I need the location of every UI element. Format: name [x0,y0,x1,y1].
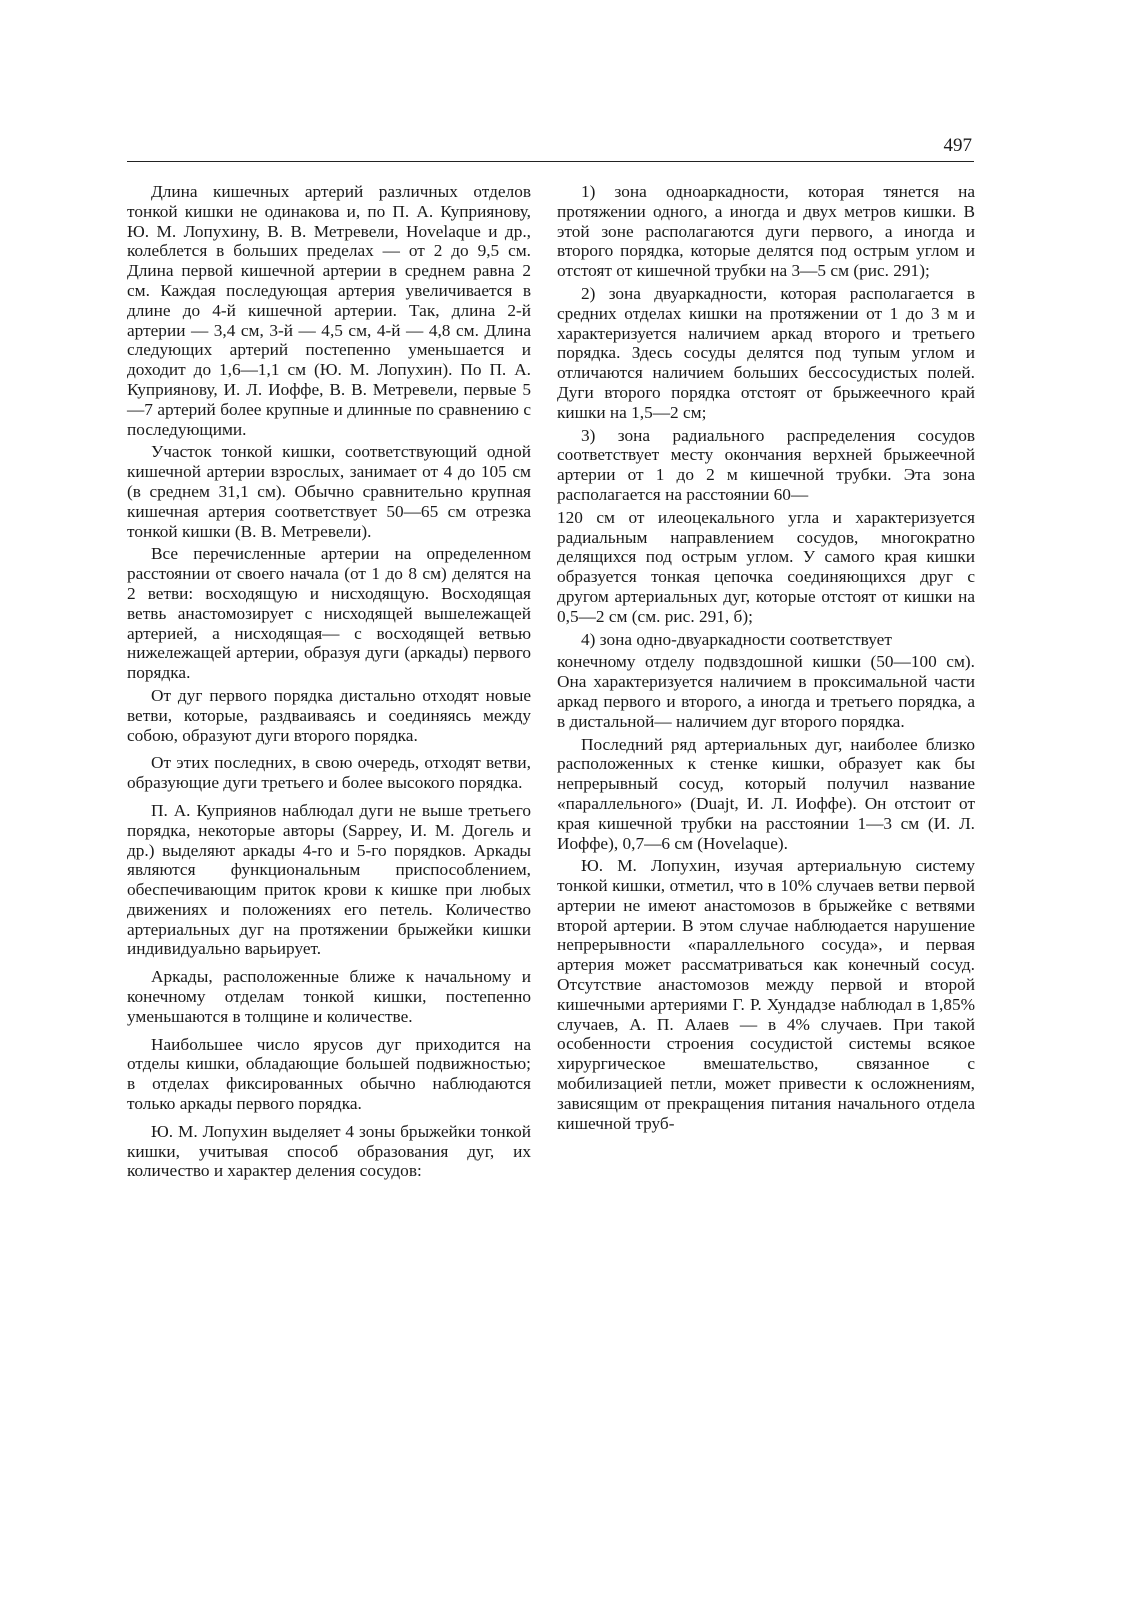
paragraph: Длина кишечных артерий различных отделов тонкой кишки не одинакова и, по П. А. Куприянову, Ю. М. Лопухину, В. В. Метревели, Hovelaque и др., колеблется в больших пределах — от 2 до 9,5 см. Длина первой кишечной артерии в среднем равна 2 см. Каждая последующая артерия увеличивается в длине до 4-й кишечной артерии. Так, длина 2-й артерии — 3,4 см, 3-й — 4,5 см, 4-й — 4,8 см. Длина следующих артерий постепенно уменьшается и доходит до 1,6—1,1 см (Ю. М. Лопухин). По П. А. Куприянову, И. Л. Иоффе, В. В. Метревели, первые 5—7 артерий более крупные и длинные по сравнению с последующими. [127,182,531,439]
paragraph: Все перечисленные артерии на определенном расстоянии от своего начала (от 1 до 8 см) делятся на 2 ветви: восходящую и нисходящую. Восходящая ветвь анастомозирует с нисходящей вышележащей артерией, а нисходящая— с восходящей ветвью нижележащей артерии, образуя дуги (аркады) первого порядка. [127,544,531,683]
header-rule [127,161,974,162]
paragraph: 3) зона радиального распределения сосудов соответствует месту окончания верхней брыжеечной артерии от 1 до 2 м кишечной трубки. Эта зона располагается на расстоянии 60— [557,425,975,504]
paragraph: 120 см от илеоцекального угла и характеризуется радиальным направлением сосудов, многократно делящихся под острым углом. У самого края кишки образуется тонкая цепочка соединяющихся друг с другом артериальных дуг, которые отстоят от кишки на 0,5—2 см (см. рис. 291, б); [557,507,975,626]
paragraph: От этих последних, в свою очередь, отходят ветви, образующие дуги третьего и более высокого порядка. [127,753,531,793]
right-column [557,182,975,1136]
paragraph: 1) зона одноаркадности, которая тянется на протяжении одного, а иногда и двух метров кишки. В этой зоне располагаются дуги первого, а иногда и второго порядка, которые делятся под острым углом и отстоят от кишечной трубки на 3—5 см (рис. 291); [557,182,975,281]
paragraph: Ю. М. Лопухин, изучая артериальную систему тонкой кишки, отметил, что в 10% случаев ветви первой артерии не имеют анастомозов в брыжейке с ветвями второй артерии. В этом случае наблюдается нарушение непрерывности «параллельного сосуда», и первая артерия может рассматриваться как конечный сосуд. Отсутствие анастомозов между первой и второй кишечными артериями Г. Р. Хундадзе наблюдал в 1,85% случаев, А. П. Алаев — в 4% случаев. При такой особенности строения сосудистой системы всякое хирургическое вмешательство, связанное с мобилизацией петли, может привести к осложнениям, зависящим от прекращения питания начального отдела кишечной труб- [557,856,975,1133]
paragraph: Аркады, расположенные ближе к начальному и конечному отделам тонкой кишки, постепенно уменьшаются в толщине и количестве. [127,967,531,1026]
left-column [127,182,531,1184]
page-number: 497 [943,135,972,156]
paragraph: От дуг первого порядка дистально отходят новые ветви, которые, раздваиваясь и соединяясь между собою, образуют дуги второго порядка. [127,685,531,745]
paragraph: Ю. М. Лопухин выделяет 4 зоны брыжейки тонкой кишки, учитывая способ образования дуг, их количество и характер деления сосудов: [127,1121,531,1181]
paragraph: 2) зона двуаркадности, которая располагается в средних отделах кишки на протяжении от 1 до 3 м и характеризуется наличием аркад второго и третьего порядка. Здесь сосуды делятся под тупым углом и отличаются наличием больших бессосудистых полей. Дуги второго порядка отстоят от брыжеечного край кишки на 1,5—2 см; [557,283,975,422]
paragraph: Наибольшее число ярусов дуг приходится на отделы кишки, обладающие большей подвижностью; в отделах фиксированных обычно наблюдаются только аркады первого порядка. [127,1034,531,1114]
paragraph: конечному отделу подвздошной кишки (50—100 см). Она характеризуется наличием в проксимальной части аркад первого и второго, а иногда и третьего порядка, а в дистальной— наличием дуг второго порядка. [557,652,975,731]
paragraph: П. А. Куприянов наблюдал дуги не выше третьего порядка, некоторые авторы (Sappey, И. М. Догель и др.) выделяют аркады 4-го и 5-го порядков. Аркады являются функциональным приспособлением, обеспечивающим приток крови к кишке при любых движениях и положениях его петель. Количество артериальных дуг на протяжении брыжейки кишки индивидуально варьирует. [127,800,531,959]
paragraph: 4) зона одно-двуаркадности соответствует [581,629,892,649]
paragraph: Участок тонкой кишки, соответствующий одной кишечной артерии взрослых, занимает от 4 до 105 см (в среднем 31,1 см). Обычно сравнительно крупная кишечная артерия соответствует 50—65 см отрезка тонкой кишки (В. В. Метревели). [127,442,531,541]
paragraph: Последний ряд артериальных дуг, наиболее близко расположенных к стенке кишки, образует как бы непрерывный сосуд, который получил название «параллельного» (Duajt, И. Л. Иоффе). Он отстоит от края кишечной трубки на расстоянии 1—3 см (И. Л. Иоффе), 0,7—6 см (Hovelaque). [557,734,975,853]
